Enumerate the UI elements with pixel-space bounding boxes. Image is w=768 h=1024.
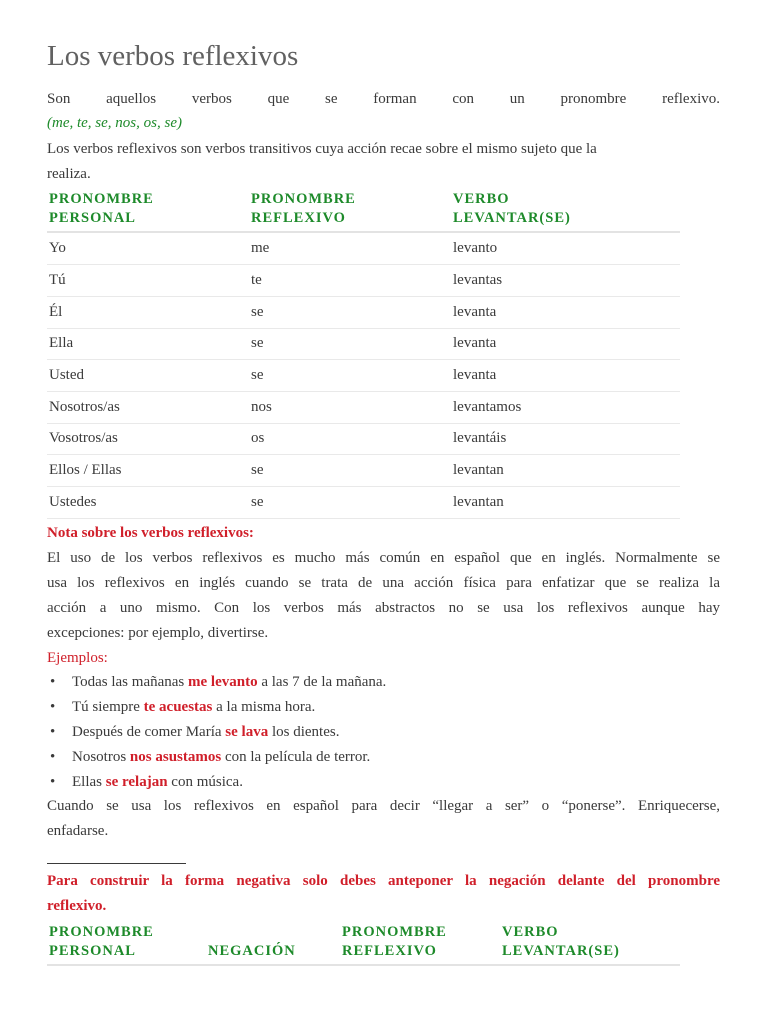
list-item — [47, 670, 386, 695]
bullet-icon: • — [50, 674, 56, 690]
intro-word: reflexivo. — [662, 91, 720, 107]
section-divider — [47, 863, 186, 864]
cell-personal: Ustedes — [49, 494, 97, 510]
cell-personal: Él — [49, 304, 63, 320]
cell-personal: Usted — [49, 367, 84, 383]
example-text: a la misma hora. — [212, 699, 316, 715]
bullet-icon: • — [50, 724, 56, 740]
cell-verbo: levanta — [453, 304, 497, 320]
cell-verbo: levantamos — [453, 399, 522, 415]
header-text: REFLEXIVO — [342, 943, 437, 959]
definition-line: realiza. — [47, 166, 91, 182]
header-text: PERSONAL — [49, 943, 136, 959]
intro-word: con — [452, 91, 475, 107]
cell-verbo: levantáis — [453, 430, 507, 446]
intro-word: se — [325, 91, 338, 107]
table-row — [47, 265, 680, 297]
header-text: PERSONAL — [49, 210, 136, 226]
table2-header-negacion — [208, 942, 296, 961]
cell-reflexivo: te — [251, 272, 262, 288]
example-text: Nosotros — [72, 749, 130, 765]
header-text: VERBO — [502, 924, 559, 940]
table1-header-reflexivo — [251, 190, 356, 228]
intro-word: un — [509, 91, 525, 107]
example-text: Tú siempre — [72, 699, 144, 715]
example-text: con música. — [167, 774, 243, 790]
example-highlight: se lava — [225, 724, 269, 740]
header-text: PRONOMBRE — [342, 924, 447, 940]
header-text: LEVANTAR(SE) — [502, 943, 620, 959]
page-title: Los verbos reflexivos — [47, 40, 299, 72]
pronoun-list: (me, te, se, nos, os, se) — [47, 115, 182, 131]
header-text: PRONOMBRE — [251, 191, 356, 207]
intro-word: verbos — [191, 91, 232, 107]
cell-reflexivo: os — [251, 430, 265, 446]
cell-personal: Nosotros/as — [49, 399, 120, 415]
header-text: LEVANTAR(SE) — [453, 210, 571, 226]
list-item — [47, 720, 386, 745]
intro-word: aquellos — [106, 91, 157, 107]
cell-reflexivo: se — [251, 462, 264, 478]
note-heading: Nota sobre los verbos reflexivos: — [47, 525, 254, 541]
header-text: PRONOMBRE — [49, 924, 154, 940]
intro-word: que — [267, 91, 290, 107]
definition-line: Los verbos reflexivos son verbos transitivos cuya acción recae sobre el mismo sujeto que la — [47, 141, 597, 157]
header-text: VERBO — [453, 191, 510, 207]
bullet-icon: • — [50, 774, 56, 790]
cell-reflexivo: se — [251, 367, 264, 383]
cell-verbo: levantan — [453, 494, 504, 510]
examples-label: Ejemplos: — [47, 650, 108, 666]
example-text: Después de comer María — [72, 724, 226, 740]
negative-rule-line: reflexivo. — [47, 898, 107, 914]
example-highlight: me levanto — [188, 674, 258, 690]
usage-line: enfadarse. — [47, 823, 109, 839]
cell-verbo: levantan — [453, 462, 504, 478]
examples-list — [47, 670, 386, 795]
cell-personal: Ellos / Ellas — [49, 462, 122, 478]
table-row — [47, 455, 680, 487]
list-item — [47, 695, 386, 720]
example-highlight: te acuestas — [143, 699, 213, 715]
table2-header-personal — [49, 923, 154, 961]
cell-reflexivo: se — [251, 304, 264, 320]
table2-header-reflexivo — [342, 923, 447, 961]
intro-word: pronombre — [560, 91, 627, 107]
cell-reflexivo: se — [251, 335, 264, 351]
list-item — [47, 770, 386, 795]
intro-word: forman — [373, 91, 417, 107]
table-row — [47, 392, 680, 424]
table2-header-verbo — [502, 923, 620, 961]
cell-verbo: levantas — [453, 272, 503, 288]
table-row — [47, 328, 680, 360]
list-item — [47, 745, 386, 770]
example-text: a las 7 de la mañana. — [257, 674, 387, 690]
cell-verbo: levanta — [453, 335, 497, 351]
note-line: acción a uno mismo. Con los verbos más abstractos no se usa los reflexivos aunque hay — [47, 600, 720, 616]
header-text: NEGACIÓN — [208, 943, 296, 959]
bullet-icon: • — [50, 749, 56, 765]
cell-verbo: levanta — [453, 367, 497, 383]
example-text: con la película de terror. — [221, 749, 371, 765]
bullet-icon: • — [50, 699, 56, 715]
example-text: Ellas — [72, 774, 106, 790]
cell-verbo: levanto — [453, 240, 498, 256]
cell-personal: Ella — [49, 335, 74, 351]
example-text: Todas las mañanas — [72, 674, 189, 690]
cell-personal: Tú — [49, 272, 66, 288]
table-row — [47, 423, 680, 455]
intro-word: Son — [47, 91, 71, 107]
intro-line — [47, 87, 720, 112]
table2-header-divider — [47, 964, 680, 966]
table-row — [47, 297, 680, 329]
example-highlight: nos asustamos — [129, 749, 222, 765]
cell-personal: Vosotros/as — [49, 430, 118, 446]
table1-header-personal — [49, 190, 154, 228]
usage-line: Cuando se usa los reflexivos en español para decir “llegar a ser” o “ponerse”. Enriquecerse, — [47, 798, 720, 814]
table-row — [47, 487, 680, 519]
header-text: REFLEXIVO — [251, 210, 346, 226]
note-line: El uso de los verbos reflexivos es mucho más común en español que en inglés. Normalmente se — [47, 550, 720, 566]
cell-reflexivo: nos — [251, 399, 272, 415]
example-highlight: se relajan — [105, 774, 168, 790]
negative-rule-line: Para construir la forma negativa solo debes anteponer la negación delante del pronombre — [47, 873, 720, 889]
cell-reflexivo: me — [251, 240, 270, 256]
cell-personal: Yo — [49, 240, 66, 256]
table1-header-verbo — [453, 190, 571, 228]
note-line: usa los reflexivos en inglés cuando se trata de una acción física para enfatizar que se realiza la — [47, 575, 720, 591]
cell-reflexivo: se — [251, 494, 264, 510]
header-text: PRONOMBRE — [49, 191, 154, 207]
note-line: excepciones: por ejemplo, divertirse. — [47, 625, 269, 641]
example-text: los dientes. — [268, 724, 340, 740]
table-row — [47, 360, 680, 392]
table-row — [47, 233, 680, 265]
